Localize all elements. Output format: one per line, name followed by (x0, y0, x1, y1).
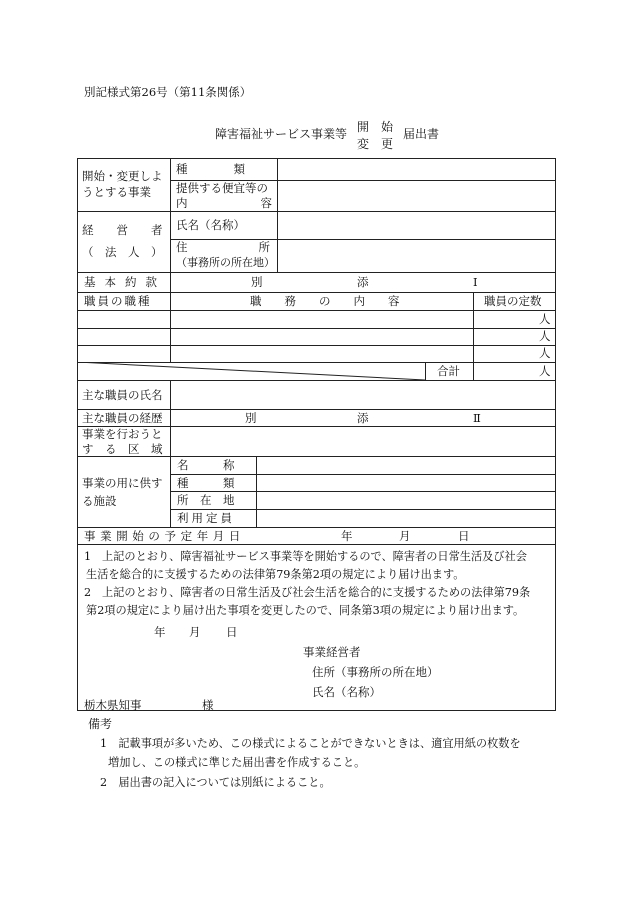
addressee-honorific: 様 (202, 698, 214, 712)
note-1-line2: 増加し、この様式に準じた届出書を作成すること。 (108, 756, 366, 769)
total-label: 合計 (437, 364, 460, 378)
note-1-line1: 記載事項が多いため、この様式によることができないときは、適宜用紙の枚数を (118, 737, 521, 750)
facility-capacity-value[interactable] (259, 511, 552, 525)
address-label-line2: （事務所の所在地） (176, 256, 275, 269)
service-content-value[interactable] (280, 184, 552, 208)
operator-address: 住所（事務所の所在地） (312, 665, 439, 679)
facility-capacity-label: 利用定員 (177, 511, 235, 525)
table-border-left (77, 158, 78, 711)
staff-count-header: 職員の定数 (484, 294, 542, 308)
note-1 (100, 734, 521, 772)
operator-label-line1: 経 営 者 (82, 223, 163, 237)
notes-title: 備考 (88, 717, 113, 731)
title-option-start: 開 始 (357, 120, 394, 134)
service-content-label (176, 181, 274, 211)
service-label-content: 容 (260, 196, 272, 210)
main-staff-name-label: 主な職員の氏名 (82, 388, 163, 402)
note-number: 2 (100, 776, 108, 789)
history-value-left: 別 (245, 411, 257, 425)
kind-label-text: 種 類 (176, 162, 245, 176)
address-label-right: 所 (258, 240, 270, 254)
service-label-line1: 提供する便宜等の (176, 181, 268, 195)
business-section-label-line1: 開始・変更しよ (82, 169, 163, 183)
statement-2-line1: 上記のとおり、障害者の日常生活及び社会生活を総合的に支援するための法律第79条 (102, 586, 531, 599)
operator-address-value[interactable] (280, 242, 552, 268)
note-2-line1: 届出書の記入については別紙によること。 (118, 776, 331, 789)
title-suffix: 届出書 (403, 127, 440, 141)
total-unit: 人 (539, 364, 551, 378)
staff-type-header: 職員の職種 (84, 294, 152, 308)
row-divider (77, 345, 556, 346)
facility-kind-label: 種 類 (177, 476, 235, 490)
service-area-label (82, 427, 163, 457)
submission-date-day: 日 (226, 625, 238, 639)
statement-1-line1: 上記のとおり、障害福祉サービス事業等を開始するので、障害者の日常生活及び社会 (102, 550, 527, 563)
submission-date-month: 月 (189, 625, 201, 639)
history-value-mid: 添 (357, 411, 369, 425)
col-divider (170, 380, 171, 527)
facility-name-label: 名 称 (177, 458, 235, 472)
service-area-label-line1: 事業を行おうと (82, 427, 163, 441)
statement-1-line2: 生活を総合的に支援するための法律第79条第2項の規定により届け出ます。 (86, 568, 465, 581)
business-section-label (82, 168, 168, 200)
facility-location-label: 所 在 地 (177, 493, 235, 507)
row-divider (77, 544, 556, 545)
paragraph-number: 1 (84, 550, 92, 563)
articles-value-right: Ⅰ (473, 275, 478, 289)
addressee: 栃木県知事 (84, 698, 142, 712)
row-divider (77, 310, 556, 311)
total-row-diagonal (77, 362, 426, 381)
note-2 (100, 773, 331, 792)
form-reference: 別記様式第26号（第11条関係） (84, 85, 252, 99)
submission-date-year: 年 (154, 625, 166, 639)
staff-unit: 人 (539, 329, 551, 343)
staff-unit: 人 (539, 346, 551, 360)
main-staff-name-value[interactable] (175, 383, 552, 405)
kind-label (176, 161, 272, 177)
col-divider (473, 292, 474, 380)
staff-unit: 人 (539, 312, 551, 326)
row-divider (77, 328, 556, 329)
business-section-label-line2: うとする事業 (82, 185, 151, 199)
articles-value-mid: 添 (357, 275, 369, 289)
start-date-day: 日 (458, 529, 470, 543)
kind-value[interactable] (280, 161, 552, 177)
table-border-right (555, 158, 556, 711)
operator-address-label (176, 240, 274, 270)
facility-label-line2: る施設 (82, 494, 117, 508)
articles-label-text: 基本約款 (84, 275, 166, 289)
form-border-bottom (77, 710, 556, 711)
col-divider (170, 158, 171, 272)
start-date-year: 年 (341, 529, 353, 543)
col-divider (170, 272, 171, 362)
articles-value-left: 別 (251, 275, 263, 289)
col-divider (256, 456, 257, 527)
facility-location-value[interactable] (259, 493, 552, 507)
operator-label (82, 219, 168, 263)
table-border-top (77, 158, 556, 159)
title-option-change: 変 更 (357, 137, 394, 151)
col-divider (277, 158, 278, 272)
operator-name-label: 氏名（名称） (176, 218, 245, 232)
facility-label-line1: 事業の用に供す (82, 476, 163, 490)
service-area-label-line2: す る 区 域 (82, 442, 163, 456)
operator-heading: 事業経営者 (303, 645, 361, 659)
row-divider (77, 211, 556, 212)
start-date-label: 事業開始の予定年月日 (84, 529, 245, 543)
facility-name-value[interactable] (259, 458, 552, 472)
facility-kind-value[interactable] (259, 476, 552, 490)
statement-2-line2: 第2項の規定により届け出た事項を変更したので、同条第3項の規定により届け出ます。 (86, 604, 525, 617)
start-date-month: 月 (399, 529, 411, 543)
service-area-value[interactable] (175, 429, 552, 453)
operator-name-value[interactable] (280, 214, 552, 236)
history-value-right: Ⅱ (473, 411, 481, 425)
row-divider (77, 272, 556, 273)
operator-label-line2: （ 法 人 ） (82, 245, 163, 259)
address-label-left: 住 (176, 240, 188, 254)
statement-paragraph-2 (84, 584, 552, 620)
paragraph-number: 2 (84, 586, 92, 599)
note-number: 1 (100, 737, 108, 750)
operator-name: 氏名（名称） (312, 685, 381, 699)
page-title: 障害福祉サービス事業等 (215, 127, 348, 141)
facility-label (82, 474, 163, 510)
articles-label (84, 274, 164, 290)
duties-header: 職 務 の 内 容 (250, 294, 400, 308)
main-staff-history-label: 主な職員の経歴 (82, 411, 163, 425)
statement-paragraph-1 (84, 548, 552, 584)
service-label-inner: 内 (176, 196, 188, 210)
